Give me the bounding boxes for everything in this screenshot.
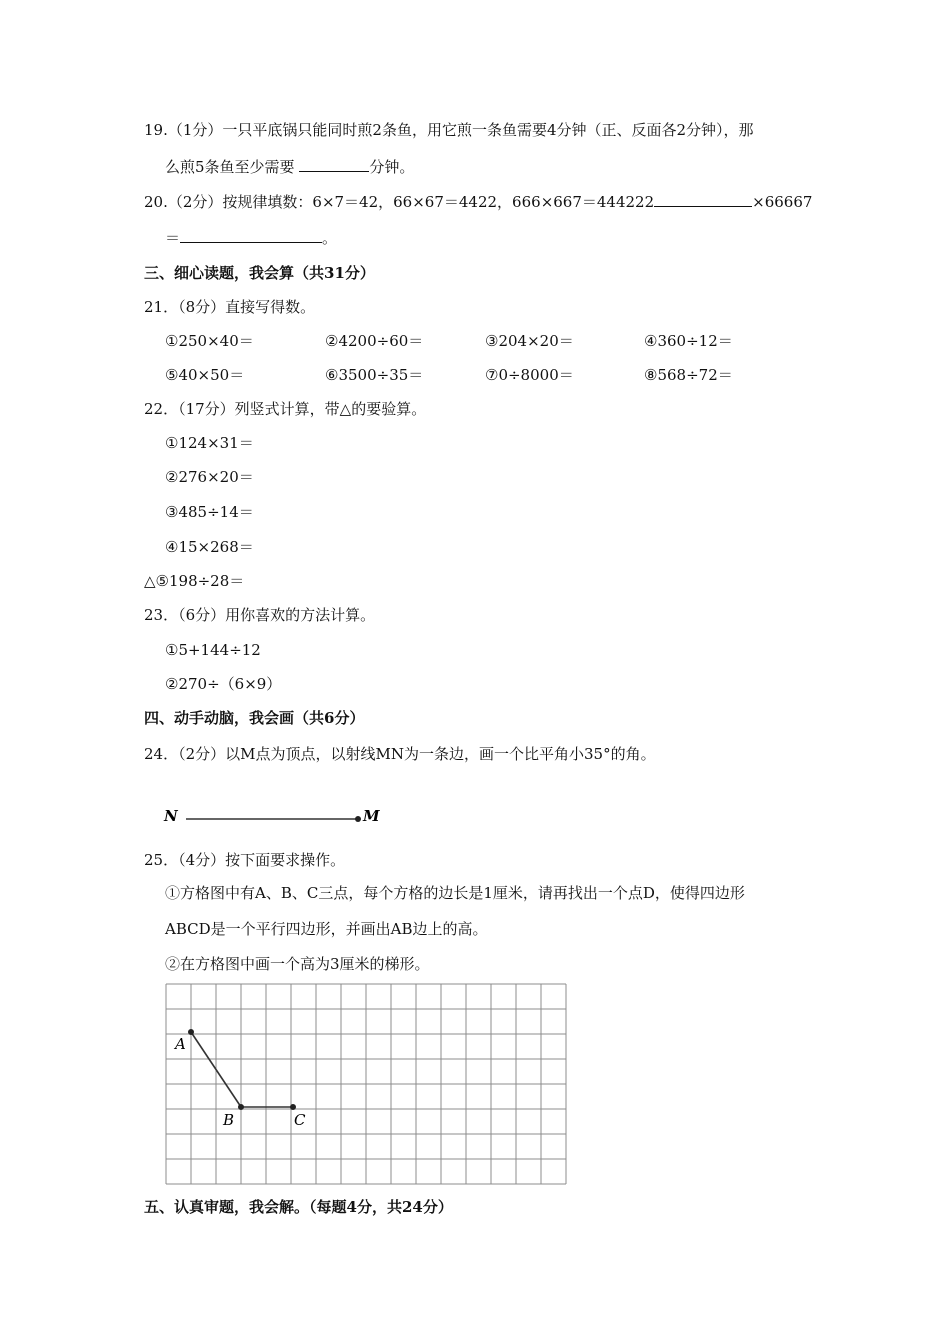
label-m: M [363, 807, 380, 825]
q20-answer-blank-2[interactable] [180, 228, 322, 243]
q25-instruction-3: ②在方格图中画一个高为3厘米的梯形。 [165, 955, 430, 973]
q21-item-4: ④360÷12＝ [644, 332, 733, 350]
q21-item-1: ①250×40＝ [165, 332, 254, 350]
q22-item: ②276×20＝ [165, 468, 254, 486]
q25-title: 25．（4分）按下面要求操作。 [144, 851, 346, 869]
section5-heading: 五、认真审题，我会解。（每题4分，共24分） [144, 1198, 453, 1216]
q20-line2-prefix: ＝ [165, 229, 181, 247]
q19-line2-prefix: 么煎5条鱼至少需要 [165, 158, 300, 176]
q22-item: ③485÷14＝ [165, 503, 254, 521]
q19-line2-suffix: 分钟。 [369, 158, 415, 176]
q20-answer-blank-1[interactable] [654, 192, 752, 207]
label-a: A [175, 1035, 186, 1053]
q19-answer-blank[interactable] [299, 157, 369, 172]
point-m[interactable] [355, 816, 361, 822]
q21-item-3: ③204×20＝ [485, 332, 574, 350]
square-grid-figure[interactable] [160, 980, 570, 1186]
q22-item: ①124×31＝ [165, 434, 254, 452]
q20-line1-suffix: ×66667 [752, 193, 813, 211]
label-c: C [294, 1111, 306, 1129]
q19-line1: 19.（1分）一只平底锅只能同时煎2条鱼，用它煎一条鱼需要4分钟（正、反面各2分钟），那 [144, 121, 754, 139]
q24-title: 24．（2分）以M点为顶点，以射线MN为一条边，画一个比平角小35°的角。 [144, 745, 656, 763]
q21-item-5: ⑤40×50＝ [165, 366, 245, 384]
q21-item-2: ②4200÷60＝ [325, 332, 424, 350]
q23-item: ②270÷（6×9） [165, 675, 282, 693]
q23-item: ①5+144÷12 [165, 641, 261, 659]
q20-line2-suffix: 。 [322, 229, 338, 247]
q25-instruction-1: ①方格图中有A、B、C三点，每个方格的边长是1厘米，请再找出一个点D，使得四边形 [165, 884, 745, 902]
q22-title: 22．（17分）列竖式计算，带△的要验算。 [144, 400, 427, 418]
label-n: N [164, 807, 178, 825]
q21-item-6: ⑥3500÷35＝ [325, 366, 424, 384]
q25-instruction-2: ABCD是一个平行四边形，并画出AB边上的高。 [165, 920, 488, 938]
q21-item-8: ⑧568÷72＝ [644, 366, 733, 384]
section4-heading: 四、动手动脑，我会画（共6分） [144, 709, 365, 727]
q21-item-7: ⑦0÷8000＝ [485, 366, 574, 384]
q24-ray-figure [160, 800, 390, 832]
q21-title: 21．（8分）直接写得数。 [144, 298, 316, 316]
q20-line2 [165, 228, 337, 248]
q23-title: 23．（6分）用你喜欢的方法计算。 [144, 606, 376, 624]
label-b: B [223, 1111, 235, 1129]
q20-line1 [144, 192, 812, 212]
q19-line2 [165, 157, 414, 177]
point-b[interactable] [238, 1104, 244, 1110]
point-a[interactable] [188, 1029, 194, 1035]
q22-item: ④15×268＝ [165, 538, 254, 556]
point-c[interactable] [290, 1104, 296, 1110]
q20-line1-prefix: 20.（2分）按规律填数：6×7＝42，66×67＝4422，666×667＝444222 [144, 193, 655, 211]
q22-item: △⑤198÷28＝ [144, 572, 245, 590]
section3-heading: 三、细心读题，我会算（共31分） [144, 264, 375, 282]
